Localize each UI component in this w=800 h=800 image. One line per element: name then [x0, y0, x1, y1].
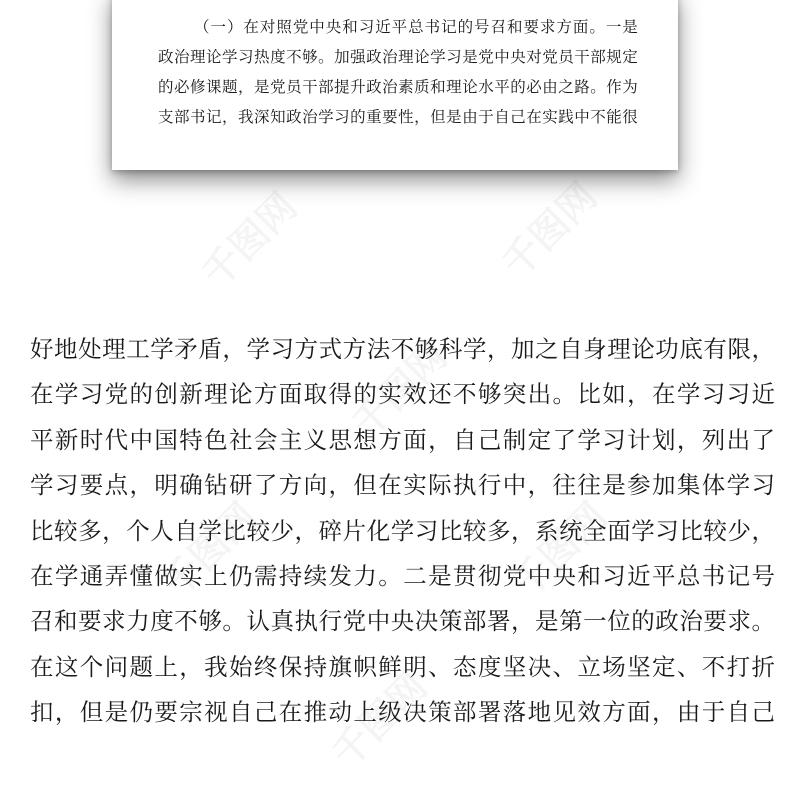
excerpt-line: 的必修课题，是党员干部提升政治素质和理论水平的必由之路。作为: [158, 78, 638, 96]
excerpt-line: （一）在对照党中央和习近平总书记的号召和要求方面。一是: [194, 18, 638, 36]
watermark: [187, 178, 307, 298]
body-line: 在学习党的创新理论方面取得的实效还不够突出。比如，在学习习近: [30, 380, 775, 409]
body-line: 比较多，个人自学比较少，碎片化学习比较多，系统全面学习比较少，: [30, 516, 775, 545]
body-line: 好地处理工学矛盾，学习方式方法不够科学，加之自身理论功底有限，: [30, 335, 775, 363]
body-line: 在这个问题上，我始终保持旗帜鲜明、态度坚决、立场坚定、不打折: [30, 652, 775, 681]
body-line: 扣，但是仍要宗视自己在推动上级决策部署落地见效方面，由于自己: [30, 698, 775, 727]
excerpt-line: 支部书记，我深知政治学习的重要性，但是由于自己在实践中不能很: [158, 108, 638, 126]
body-line: 学习要点，明确钻研了方向，但在实际执行中，往往是参加集体学习: [30, 471, 775, 500]
body-line: 召和要求力度不够。认真执行党中央决策部署，是第一位的政治要求。: [30, 607, 775, 636]
excerpt-card: [112, 0, 678, 170]
excerpt-line: 政治理论学习热度不够。加强政治理论学习是党中央对党员干部规定: [158, 48, 638, 66]
body-paragraph: [30, 327, 775, 736]
body-line: 平新时代中国特色社会主义思想方面，自己制定了学习计划，列出了: [30, 425, 775, 454]
excerpt-paragraph: [158, 12, 638, 132]
body-line: 在学通弄懂做实上仍需持续发力。二是贯彻党中央和习近平总书记号: [30, 561, 775, 590]
watermark: [487, 168, 607, 288]
